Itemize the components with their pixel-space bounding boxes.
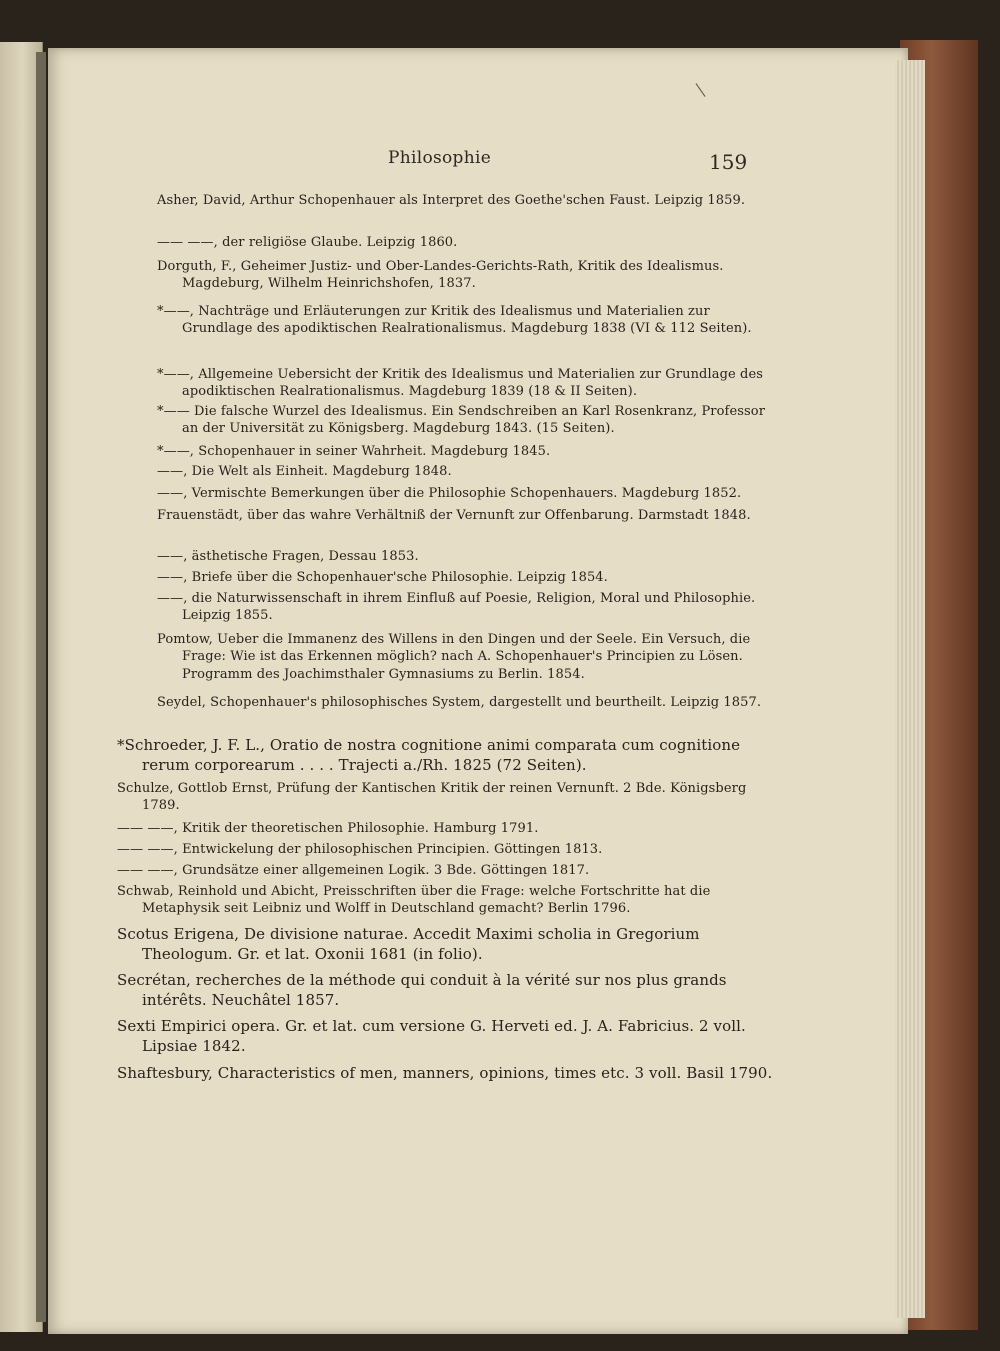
bibliography-entry: Seydel, Schopenhauer's philosophisches System, dargestellt und beurtheilt. Leipzig 1857. [157,695,762,710]
bibliography-entry: —— ——, Entwickelung der philosophischen Principien. Göttingen 1813. [117,842,603,857]
bibliography-entry: ——, ästhetische Fragen, Dessau 1853. [157,549,419,564]
bibliography-entry: Scotus Erigena, De divisione naturae. Accedit Maximi scholia in Gregorium Theologum. Gr. et lat. Oxonii 1681 (in folio). [117,925,700,964]
bibliography-entry: ——, die Naturwissenschaft in ihrem Einfluß auf Poesie, Religion, Moral und Philosophie. Leipzig 1855. [157,591,756,624]
bibliography-entry: *Schroeder, J. F. L., Oratio de nostra cognitione animi comparata cum cognitione rerum corporearum . . . . Trajecti a./Rh. 1825 (72 Seiten). [117,736,741,775]
bibliography-entry: *——, Schopenhauer in seiner Wahrheit. Magdeburg 1845. [157,444,551,459]
bibliography-entry: Shaftesbury, Characteristics of men, manners, opinions, times etc. 3 voll. Basil 1790. [117,1064,773,1082]
bibliography-entry: Sexti Empirici opera. Gr. et lat. cum versione G. Herveti ed. J. A. Fabricius. 2 voll. Lipsiae 1842. [117,1017,746,1056]
bibliography-entry: —— ——, Grundsätze einer allgemeinen Logik. 3 Bde. Göttingen 1817. [117,863,590,878]
page-number: 159 [709,150,748,174]
bibliography-entry: Schwab, Reinhold und Abicht, Preisschriften über die Frage: welche Fortschritte hat die Metaphysik seit Leibniz und Wolff in Deutschland gemacht? Berlin 1796. [117,884,711,917]
bibliography-entry: *——, Nachträge und Erläuterungen zur Kritik des Idealismus und Materialien zur Grundlage des apodiktischen Realrationalismus. Magdeburg 1838 (VI & 112 Seiten). [157,304,752,337]
bibliography-entry: Dorguth, F., Geheimer Justiz- und Ober-Landes-Gerichts-Rath, Kritik des Idealismus. Magdeburg, Wilhelm Heinrichshofen, 1837. [157,259,724,292]
bibliography-entry: ——, Die Welt als Einheit. Magdeburg 1848. [157,464,452,479]
bibliography-entry: Secrétan, recherches de la méthode qui conduit à la vérité sur nos plus grands intérêts. Neuchâtel 1857. [117,971,727,1010]
bibliography-entry: ——, Briefe über die Schopenhauer'sche Philosophie. Leipzig 1854. [157,570,608,585]
running-header: Philosophie [388,148,492,168]
bibliography-entry: Pomtow, Ueber die Immanenz des Willens in den Dingen und der Seele. Ein Versuch, die Frage: Wie ist das Erkennen möglich? nach A. Schopenhauer's Principien zu Lösen. Programm des Joachimsthaler Gymnasiums zu Berlin. 1854. [157,632,751,682]
bibliography-entry: —— ——, Kritik der theoretischen Philosophie. Hamburg 1791. [117,821,539,836]
bibliography-entry: Frauenstädt, über das wahre Verhältniß der Vernunft zur Offenbarung. Darmstadt 1848. [157,508,751,523]
bibliography-entry: Asher, David, Arthur Schopenhauer als Interpret des Goethe'schen Faust. Leipzig 1859. [157,193,746,208]
bibliography-entry: *—— Die falsche Wurzel des Idealismus. Ein Sendschreiben an Karl Rosenkranz, Professor an der Universität zu Königsberg. Magdeburg 1843. (15 Seiten). [157,404,766,437]
bibliography-entry: Schulze, Gottlob Ernst, Prüfung der Kantischen Kritik der reinen Vernunft. 2 Bde. Königsberg 1789. [117,781,747,814]
bibliography-entry: *——, Allgemeine Uebersicht der Kritik des Idealismus und Materialien zur Grundlage des apodiktischen Realrationalismus. Magdeburg 1839 (18 & II Seiten). [157,367,764,400]
bibliography-entry: ——, Vermischte Bemerkungen über die Philosophie Schopenhauers. Magdeburg 1852. [157,486,742,501]
bibliography-entry: —— ——, der religiöse Glaube. Leipzig 1860. [157,235,458,250]
